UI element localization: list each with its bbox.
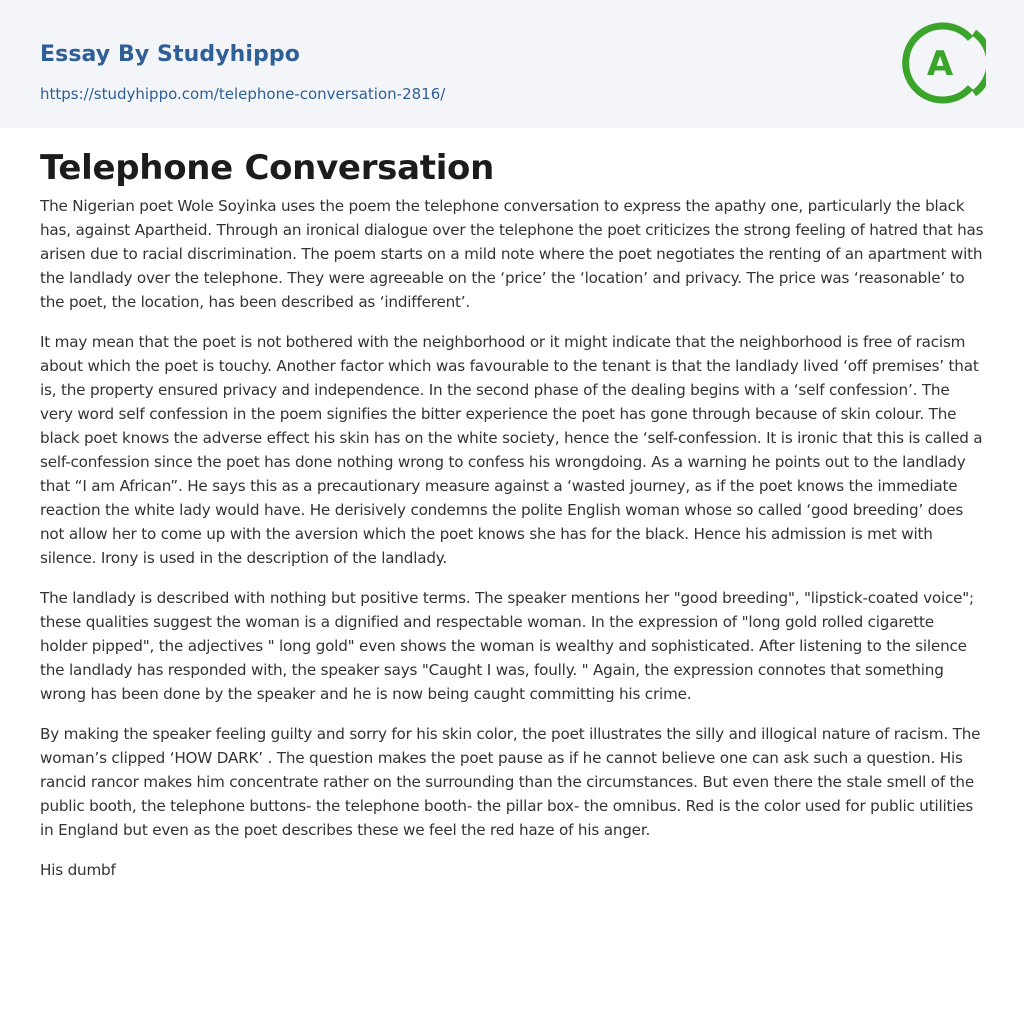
article-title: Telephone Conversation <box>40 148 495 188</box>
article-paragraph: His dumbf <box>40 861 116 879</box>
article-paragraph: The Nigerian poet Wole Soyinka uses the poem the telephone conversation to express the apathy one, particularly the black has, against Apartheid. Through an ironical dialogue over the telephone the poet criticizes the strong feeling of hatred that has arisen due to racial discrimination. The poem starts on a mild note where the poet negotiates the renting of an apartment with the landlady over the telephone. They were agreeable on the ‘price’ the ‘location’ and privacy. The price was ‘reasonable’ to the poet, the location, has been described as ‘indifferent’. <box>40 197 984 311</box>
article <box>40 146 984 898</box>
article-paragraph: It may mean that the poet is not bothered with the neighborhood or it might indicate that the neighborhood is free of racism about which the poet is touchy. Another factor which was favourable to the tenant is that the landlady lived ‘off premises’ that is, the property ensured privacy and independence. In the second phase of the dealing begins with a ‘self confession’. The very word self confession in the poem signifies the bitter experience the poet has gone through because of skin colour. The black poet knows the adverse effect his skin has on the white society, hence the ‘self-confession. It is ironic that this is called a self-confession since the poet has done nothing wrong to confess his wrongdoing. As a warning he points out to the landlady that “I am African”. He says this as a precautionary measure against a ‘wasted journey, as if the poet knows the immediate reaction the white lady would have. He derisively condemns the polite English woman whose so called ‘good breeding’ does not allow her to come up with the aversion which the poet knows she has for the black. Hence his admission is met with silence. Irony is used in the description of the landlady. <box>40 333 983 567</box>
page-header <box>0 0 1024 128</box>
studyhippo-logo-icon[interactable] <box>900 20 986 106</box>
logo-letter: A <box>926 44 954 84</box>
source-url-link[interactable]: https://studyhippo.com/telephone-conversation-2816/ <box>40 85 446 103</box>
article-paragraph: By making the speaker feeling guilty and sorry for his skin color, the poet illustrates the silly and illogical nature of racism. The woman’s clipped ‘HOW DARK’ . The question makes the poet pause as if he cannot believe one can ask such a question. His rancid rancor makes him concentrate rather on the surrounding than the circumstances. But even there the stale smell of the public booth, the telephone buttons- the telephone booth- the pillar box- the omnibus. Red is the color used for public utilities in England but even as the poet describes these we feel the red haze of his anger. <box>40 725 981 839</box>
article-paragraph: The landlady is described with nothing but positive terms. The speaker mentions her "good breeding", "lipstick-coated voice"; these qualities suggest the woman is a dignified and respectable woman. In the expression of "long gold rolled cigarette holder pipped", the adjectives " long gold" even shows the woman is wealthy and sophisticated. After listening to the silence the landlady has responded with, the speaker says "Caught I was, foully. " Again, the expression connotes that something wrong has been done by the speaker and he is now being caught committing his crime. <box>40 589 974 703</box>
brand-title[interactable]: Essay By Studyhippo <box>40 42 300 67</box>
